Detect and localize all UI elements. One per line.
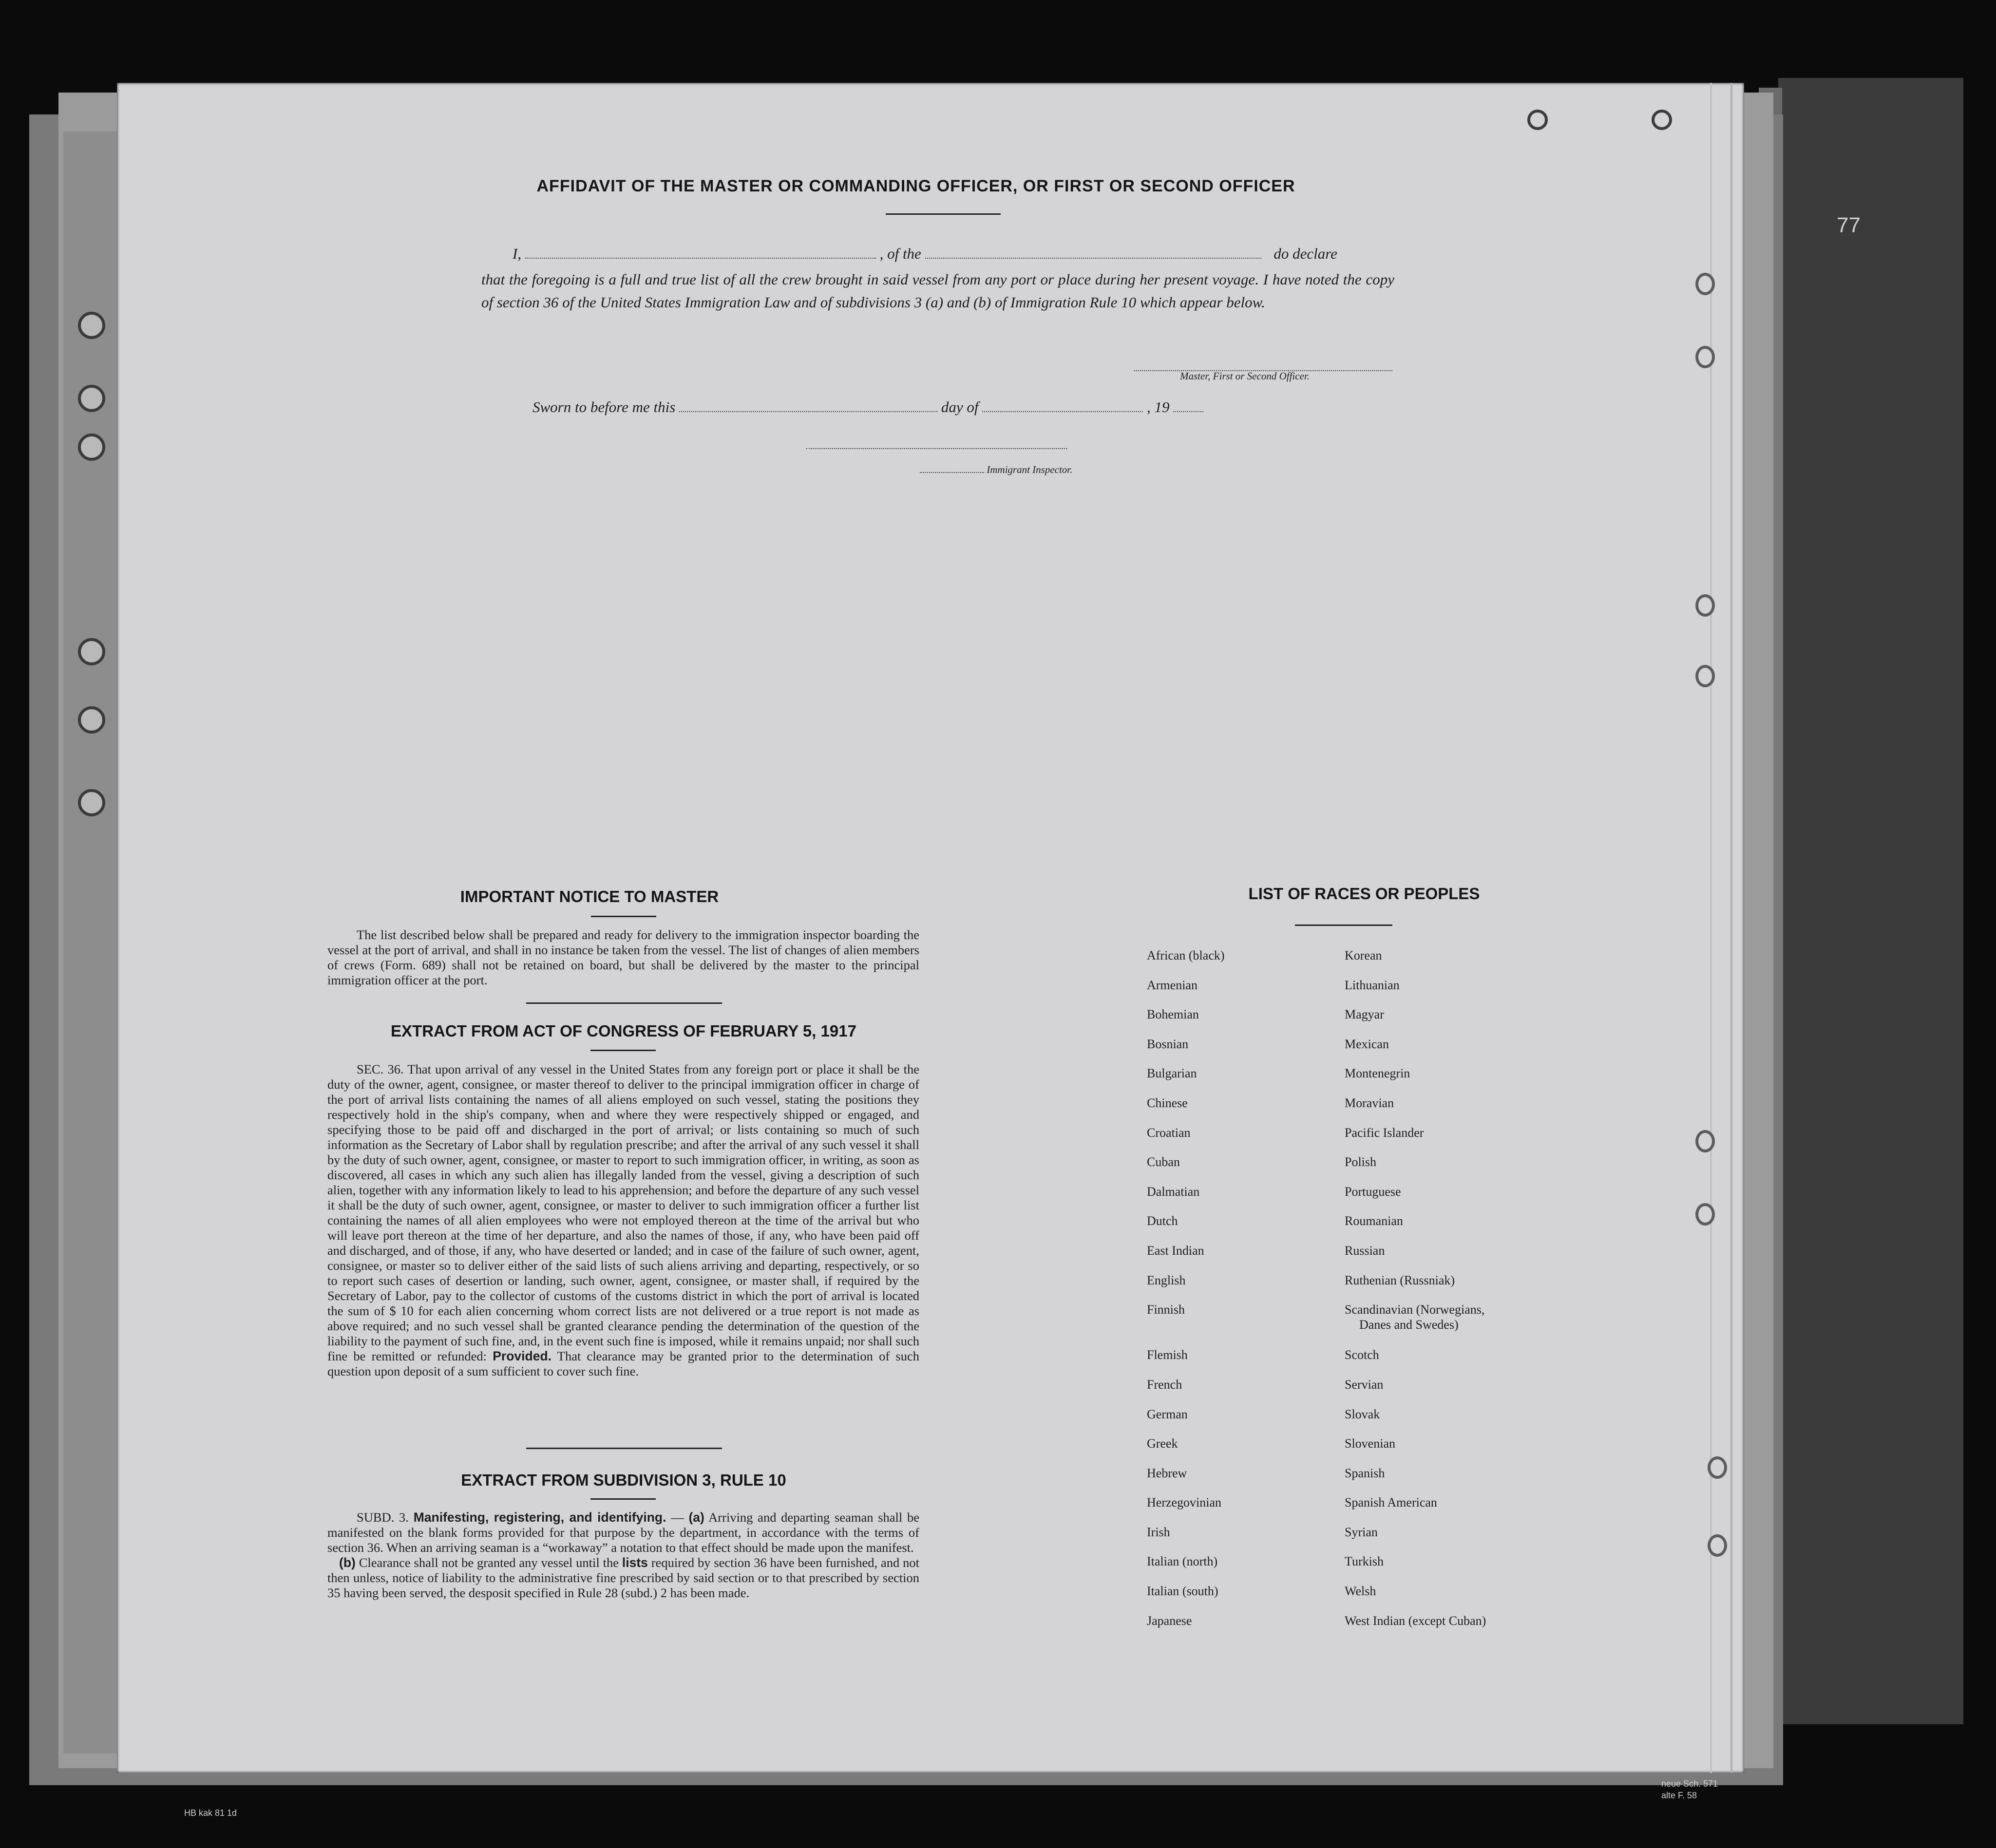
notice-body	[327, 927, 919, 988]
races-title: LIST OF RACES OR PEOPLES	[1248, 885, 1480, 903]
notice-title-rule	[591, 916, 656, 917]
act-paragraph	[327, 1062, 919, 1379]
race-item: French	[1147, 1377, 1182, 1392]
inspector-caption: Immigrant Inspector.	[987, 464, 1073, 475]
punch-hole-icon	[1695, 346, 1715, 368]
punch-hole-icon	[1708, 1456, 1727, 1479]
binder-hole-icon	[78, 789, 105, 816]
race-item: English	[1147, 1273, 1186, 1287]
punch-hole-icon	[1527, 110, 1548, 130]
race-item: Mexican	[1345, 1037, 1389, 1051]
footer-right-code-2: alte F. 58	[1661, 1791, 1697, 1800]
act-provided-text: Provided.	[493, 1349, 552, 1363]
race-item: Slovenian	[1345, 1436, 1395, 1451]
affidavit-declare-label: do declare	[1274, 245, 1337, 262]
punch-hole-icon	[1652, 110, 1672, 130]
race-item: Slovak	[1345, 1407, 1380, 1421]
race-item: Montenegrin	[1345, 1066, 1410, 1080]
race-item: Cuban	[1147, 1155, 1180, 1169]
race-item: Herzegovinian	[1147, 1495, 1222, 1509]
race-item: Bohemian	[1147, 1007, 1199, 1021]
inspector-signature-field[interactable]	[806, 438, 1067, 449]
race-item: Danes and Swedes)	[1359, 1318, 1459, 1332]
race-item: Roumanian	[1345, 1214, 1403, 1228]
race-item: Spanish American	[1345, 1495, 1437, 1509]
subdivision-a-label: (a)	[688, 1510, 704, 1525]
race-item: Spanish	[1345, 1466, 1385, 1480]
punch-hole-icon	[1695, 1203, 1715, 1226]
subdivision-dash: —	[671, 1510, 684, 1525]
binder-hole-icon	[78, 638, 105, 665]
sworn-month-field[interactable]	[982, 401, 1143, 412]
name-blank-field[interactable]	[525, 248, 876, 259]
affidavit-title: AFFIDAVIT OF THE MASTER OR COMMANDING OFFICER, OR FIRST OR SECOND OFFICER	[536, 177, 1295, 195]
subdivision-body	[327, 1510, 919, 1601]
races-title-rule	[1295, 924, 1392, 926]
race-item: Irish	[1147, 1525, 1170, 1539]
race-item: Pacific Islander	[1345, 1126, 1424, 1140]
act-title: EXTRACT FROM ACT OF CONGRESS OF FEBRUARY 5, 1917	[391, 1022, 856, 1040]
officer-signature-field[interactable]	[1134, 360, 1392, 371]
subdivision-a-heading: Manifesting, registering, and identifying.	[413, 1510, 666, 1525]
affidavit-of-the-label: , of the	[879, 245, 921, 262]
race-item: Korean	[1345, 948, 1382, 962]
race-item: Finnish	[1147, 1302, 1185, 1317]
race-item: Hebrew	[1147, 1466, 1187, 1480]
race-item: Greek	[1147, 1436, 1178, 1451]
subdivision-b-text-2: required by section 36 have been furnished, and not then unless, notice of liability to the administrative fine prescribed by said section or to that prescribed by section 35 having been served, the desposit specified in Rule 28 (subd.) 2 has been made.	[327, 1555, 919, 1600]
race-item: Croatian	[1147, 1126, 1191, 1140]
act-end-text: That clearance may be granted prior to the determination of such question upon deposit of a sum sufficient to cover such fine.	[327, 1349, 919, 1378]
punch-hole-icon	[1708, 1534, 1727, 1557]
vessel-blank-field[interactable]	[925, 248, 1261, 259]
race-item: Portuguese	[1345, 1185, 1401, 1199]
race-item: Scotch	[1345, 1348, 1379, 1362]
binder-hole-icon	[78, 312, 105, 339]
binder-hole-icon	[78, 385, 105, 412]
punch-hole-icon	[1695, 665, 1715, 687]
subdivision-b-label: (b)	[339, 1555, 356, 1570]
sworn-year-label: , 19	[1146, 398, 1170, 415]
act-body	[327, 1062, 919, 1379]
affidavit-line-1	[513, 245, 1337, 263]
footer-right-code-1: neue Sch. 571	[1661, 1779, 1718, 1789]
race-item: Bosnian	[1147, 1037, 1189, 1051]
race-item: Lithuanian	[1345, 978, 1400, 992]
subdivision-title-rule	[590, 1498, 656, 1500]
race-item: Chinese	[1147, 1096, 1188, 1110]
sworn-day-label: day of	[941, 398, 979, 415]
race-item: Bulgarian	[1147, 1066, 1197, 1080]
race-item: German	[1147, 1407, 1188, 1421]
race-item: Italian (south)	[1147, 1584, 1218, 1598]
subdivision-b-text-1: Clearance shall not be granted any vessel until the	[359, 1555, 619, 1570]
race-item: Syrian	[1345, 1525, 1378, 1539]
punch-hole-icon	[1695, 1130, 1715, 1152]
inspector-name-field[interactable]	[920, 465, 984, 473]
act-separator	[526, 1448, 722, 1449]
race-item: West Indian (except Cuban)	[1345, 1614, 1486, 1628]
race-item: Dutch	[1147, 1214, 1178, 1228]
sworn-day-field[interactable]	[679, 401, 937, 412]
binder-strip	[63, 132, 118, 1754]
race-item: Scandinavian (Norwegians,	[1345, 1302, 1485, 1317]
race-item: Servian	[1345, 1377, 1384, 1392]
notice-title: IMPORTANT NOTICE TO MASTER	[460, 887, 719, 905]
subdivision-b-bold: lists	[622, 1555, 648, 1570]
affidavit-i-label: I,	[513, 245, 522, 262]
race-item: Ruthenian (Russniak)	[1345, 1273, 1455, 1287]
sworn-line	[532, 398, 1203, 416]
subdivision-a-paragraph	[327, 1510, 919, 1555]
race-item: Magyar	[1345, 1007, 1384, 1021]
affidavit-body: that the foregoing is a full and true list of all the crew brought in said vessel from any port or place during her present voyage. I have noted the copy of section 36 of the United States Immigration Law and of subdivisions 3 (a) and (b) of Immigration Rule 10 which appear below.	[481, 271, 1394, 311]
subdivision-a-text: Arriving and departing seaman shall be manifested on the blank forms provided for that purpose by the department, in accordance with the terms of section 36. When an arriving seaman is a “workaway” a notation to that effect should be made upon the manifest.	[327, 1510, 920, 1555]
punch-hole-icon	[1695, 273, 1715, 295]
race-item: Italian (north)	[1147, 1554, 1218, 1568]
page-number: 77	[1837, 213, 1861, 237]
binder-hole-icon	[78, 706, 105, 734]
binder-board	[1778, 78, 1963, 1724]
race-item: Armenian	[1147, 978, 1198, 992]
sworn-year-field[interactable]	[1173, 401, 1203, 412]
subdivision-b-paragraph	[327, 1555, 919, 1601]
act-main-text: SEC. 36. That upon arrival of any vessel in the United States from any foreign port or place it shall be the duty of the owner, agent, consignee, or master thereof to deliver to the principal immigration officer in charge of the port of arrival lists containing the names of all aliens employed on such vessel, stating the positions they respectively hold in the ship's company, when and where they were respectively shipped or engaged, and specifying those to be paid off and discharged in the port of arrival; or lists containing so much of such information as the Secretary of Labor shall by regulation prescribe; and after the arrival of any such vessel it shall by the duty of such owner, agent, consignee, or master to report to such immigration officer, in writing, as soon as discovered, all cases in which any such alien has illegally landed from the vessel, giving a description of such alien, together with any information likely to lead to his apprehension; and before the departure of any such vessel it shall be the duty of such owner, agent, consignee, or master to deliver to such immigration officer a further list containing the names of all alien employees who were not employed thereon at the time of the arrival but who will leave port thereon at the time of her departure, and also the names of those, if any, who have been paid off and discharged, and of those, if any, who have deserted or landed; and in case of the failure of such owner, agent, consignee, or master so to deliver either of the said lists of such aliens arriving and departing, respectively, or so to report such cases of desertion or landing, such owner, agent, consignee, or master shall, if required by the Secretary of Labor, pay to the collector of customs of the customs district in which the port of arrival is located the sum of $ 10 for each alien concerning whom correct lists are not delivered or a true report is not made as above required; and no such vessel shall be granted clearance pending the determination of the question of the liability to the payment of such fine, and, in the event such fine is imposed, while it remains unpaid; nor shall such fine be remitted or refunded:	[327, 1062, 919, 1363]
race-item: Turkish	[1345, 1554, 1384, 1568]
race-item: African (black)	[1147, 948, 1225, 962]
act-title-rule	[590, 1050, 656, 1051]
affidavit-title-rule	[886, 213, 1001, 215]
race-item: Flemish	[1147, 1348, 1188, 1362]
officer-signature-caption: Master, First or Second Officer.	[1180, 370, 1310, 382]
race-item: Moravian	[1345, 1096, 1394, 1110]
inspector-line	[920, 464, 1072, 476]
subdivision-title: EXTRACT FROM SUBDIVISION 3, RULE 10	[461, 1471, 786, 1489]
race-item: Welsh	[1345, 1584, 1376, 1598]
notice-separator	[526, 1002, 722, 1004]
punch-hole-icon	[1695, 594, 1715, 617]
race-item: Russian	[1345, 1244, 1385, 1258]
page-edge-line	[1710, 83, 1712, 1773]
binder-hole-icon	[78, 434, 105, 461]
race-item: Dalmatian	[1147, 1185, 1200, 1199]
notice-paragraph: The list described below shall be prepared and ready for delivery to the immigration inspector boarding the vessel at the port of arrival, and shall in no instance be taken from the vessel. The list of changes of alien members of crews (Form. 689) shall not be retained on board, but shall be delivered by the master to the principal immigration officer at the port.	[327, 927, 919, 987]
footer-left-code: HB kak 81 1d	[184, 1808, 237, 1818]
subdivision-prefix: SUBD. 3.	[357, 1510, 409, 1525]
sworn-prefix-label: Sworn to before me this	[532, 398, 676, 415]
race-item: East Indian	[1147, 1244, 1204, 1258]
race-item: Polish	[1345, 1155, 1377, 1169]
race-item: Japanese	[1147, 1614, 1192, 1628]
page-edge-line	[1730, 83, 1732, 1773]
